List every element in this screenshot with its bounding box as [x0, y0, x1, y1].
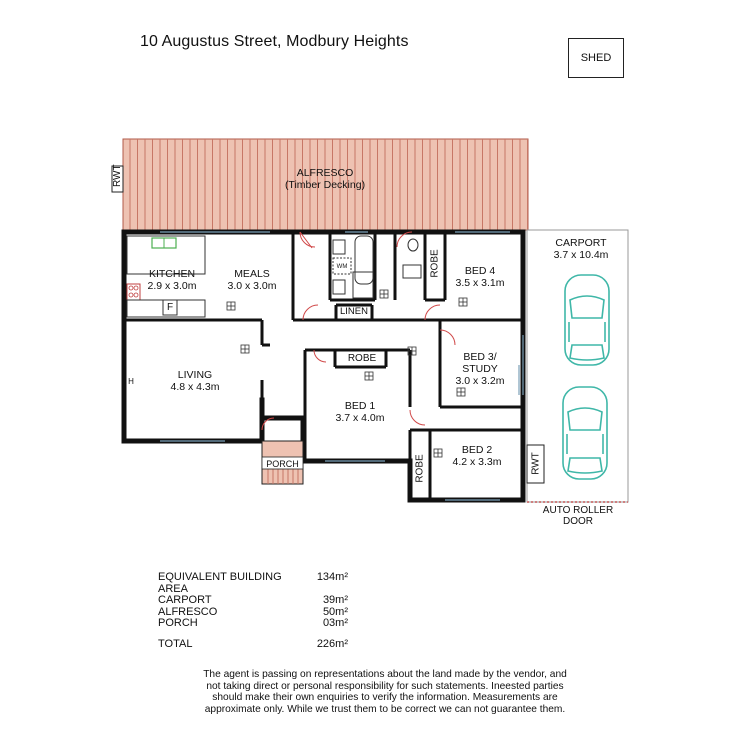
area-label: EQUIVALENT BUILDING AREA — [158, 571, 282, 595]
area-total-row — [158, 639, 348, 651]
roller-door-label — [540, 505, 616, 527]
kitchen-name: KITCHEN — [148, 268, 196, 280]
alfresco-label — [275, 167, 375, 191]
heater-label: H — [128, 377, 134, 386]
bed4-name: BED 4 — [464, 265, 496, 277]
bed2-label — [447, 444, 507, 468]
bed1-dim: 3.7 x 4.0m — [335, 412, 385, 424]
area-row — [158, 618, 348, 630]
meals-name: MEALS — [234, 268, 270, 280]
porch-label: PORCH — [266, 459, 299, 469]
living-name: LIVING — [177, 369, 213, 381]
roller-door-line1: AUTO ROLLER — [542, 505, 614, 516]
meals-label — [222, 268, 282, 292]
disclaimer-line: approximate only. While we trust them to be correct we can not guarantee them. — [204, 703, 566, 715]
total-value: 226m² — [316, 637, 348, 650]
bed3-name: BED 3/ — [463, 351, 497, 363]
living-dim: 4.8 x 4.3m — [170, 381, 220, 393]
area-table — [158, 572, 348, 650]
alfresco-sub: (Timber Decking) — [284, 179, 366, 191]
bed2-name: BED 2 — [461, 444, 493, 456]
area-value: 50m² — [322, 605, 348, 618]
bed3-name2: STUDY — [462, 363, 498, 375]
disclaimer-line: not taking direct or personal responsibility for such statements. Ineested parties — [206, 680, 564, 692]
alfresco-name: ALFRESCO — [296, 167, 354, 179]
bed1-name: BED 1 — [344, 400, 376, 412]
bed4-robe-label: ROBE — [429, 249, 441, 278]
carport-label — [545, 237, 617, 261]
shed-label: SHED — [580, 52, 612, 64]
bed4-dim: 3.5 x 3.1m — [455, 277, 505, 289]
area-label: ALFRESCO — [158, 605, 218, 618]
roller-door-line2: DOOR — [563, 516, 593, 527]
linen-label: LINEN — [340, 306, 368, 317]
fridge-label: F — [166, 302, 174, 313]
area-row — [158, 572, 348, 595]
area-value: 134m² — [316, 571, 348, 583]
area-row — [158, 595, 348, 607]
bed2-robe-label: ROBE — [414, 454, 426, 483]
kitchen-label — [140, 268, 204, 292]
car-top — [565, 275, 609, 365]
bed3-label — [450, 351, 510, 387]
area-value: 39m² — [322, 594, 348, 606]
carport-dim: 3.7 x 10.4m — [553, 249, 609, 261]
cooktop-icon — [127, 284, 140, 300]
living-label — [160, 369, 230, 393]
shed-box — [568, 38, 624, 78]
bed1-label — [328, 400, 392, 424]
disclaimer — [140, 669, 630, 715]
area-value: 03m² — [322, 617, 348, 629]
car-bottom — [563, 387, 607, 479]
wm-label: WM — [336, 264, 348, 270]
area-label: CARPORT — [158, 594, 212, 606]
kitchen-dim: 2.9 x 3.0m — [147, 280, 197, 292]
meals-dim: 3.0 x 3.0m — [227, 280, 277, 292]
carport-name: CARPORT — [555, 237, 607, 249]
bed3-dim: 3.0 x 3.2m — [455, 375, 505, 387]
disclaimer-line: should make their own enquiries to verify the information. Measurements are — [212, 692, 558, 704]
bed1-robe-label: ROBE — [347, 353, 377, 364]
rwt-right-label: RWT — [530, 452, 542, 475]
page-title: 10 Augustus Street, Modbury Heights — [140, 33, 409, 50]
bed4-label — [450, 265, 510, 289]
rwt-left-label: RWT — [112, 164, 123, 187]
bed2-dim: 4.2 x 3.3m — [452, 456, 502, 468]
area-label: PORCH — [158, 617, 198, 629]
disclaimer-line: The agent is passing on representations about the land made by the vendor, and — [203, 669, 567, 680]
total-label: TOTAL — [158, 637, 193, 650]
